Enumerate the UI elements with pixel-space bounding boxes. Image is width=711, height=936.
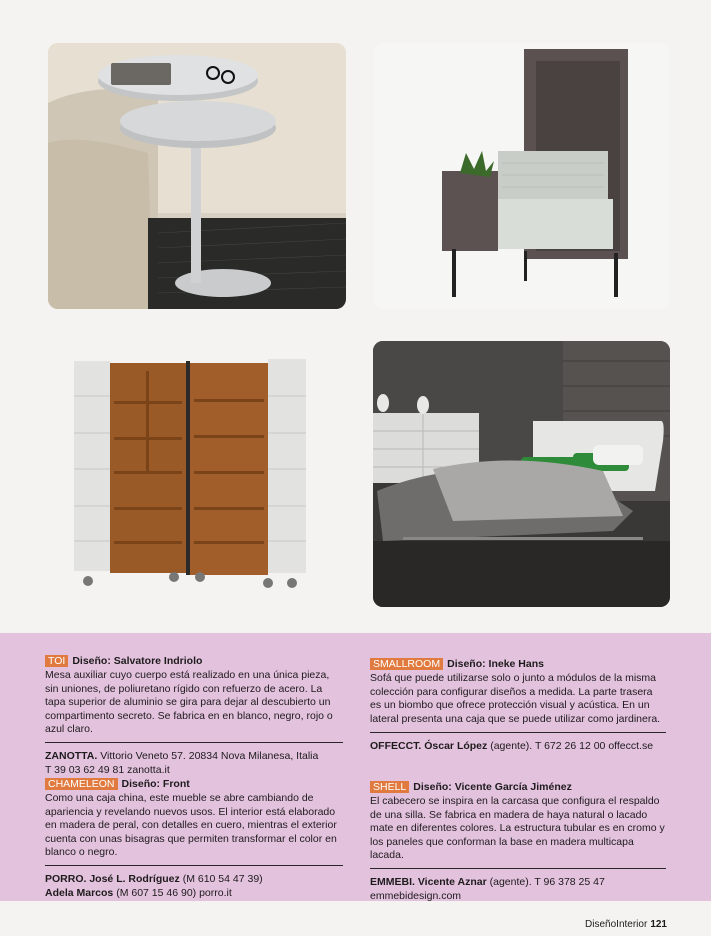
smallroom-entry: [370, 658, 666, 753]
smallroom-description: Sofá que puede utilizarse solo o junto a módulos de la misma colección para configurar diseños a medida. La parte trasera es un biombo que ofrece protección visual y acústica. En un lateral presenta una caja que se puede utilizar como jardinera.: [370, 672, 661, 725]
shell-company: EMMEBI. Vicente Aznar: [370, 876, 487, 889]
smallroom-photo: [374, 43, 670, 309]
toi-contact: [45, 750, 343, 777]
shell-divider: [370, 868, 666, 869]
chameleon-divider: [45, 865, 343, 866]
chameleon-entry: [45, 778, 343, 900]
chameleon-photo: [48, 341, 346, 607]
toi-divider: [45, 742, 343, 743]
chameleon-phone-web: (M 607 15 46 90) porro.it: [113, 886, 232, 899]
page-footer: [585, 919, 667, 930]
chameleon-name-tag: CHAMELEON: [45, 778, 118, 790]
toi-entry: [45, 655, 343, 777]
shell-phone: (agente). T 96 378 25 47: [486, 876, 605, 889]
chameleon-company: PORRO. José L. Rodríguez: [45, 873, 180, 886]
toi-designer: Diseño: Salvatore Indriolo: [72, 655, 203, 667]
toi-description: Mesa auxiliar cuyo cuerpo está realizado en una única pieza, sin uniones, de poliuretano rígido con refuerzo de acero. La tapa superior de aluminio se gira para dejar al descubierto un compartimento secreto. Se fabrica en en blanco, negro, rojo o azul claro.: [45, 669, 333, 736]
shell-website: emmebidesign.com: [370, 889, 462, 902]
chameleon-description: Como una caja china, este mueble se abre cambiando de apariencia y revelando nuevos usos. El interior está elaborado en madera de peral, con detalles en cuero, mientras el exterior cuenta con unas bisagras que permiten transformar el color en blanco o negro.: [45, 792, 337, 859]
chameleon-contact: [45, 873, 343, 900]
toi-name-tag: TOI: [45, 655, 68, 667]
smallroom-divider: [370, 732, 666, 733]
page-number: 121: [650, 919, 667, 930]
shell-name-tag: SHELL: [370, 781, 409, 793]
toi-company: ZANOTTA.: [45, 750, 98, 763]
magazine-name: DiseñoInterior: [585, 919, 648, 930]
chameleon-designer: Diseño: Front: [121, 778, 190, 790]
shell-photo: [373, 341, 670, 607]
smallroom-designer: Diseño: Ineke Hans: [447, 658, 544, 670]
smallroom-heading: [370, 658, 666, 671]
shell-description: El cabecero se inspira en la carcasa que configura el respaldo de una silla. Se fabrica en madera de haya natural o lacado mate en diferentes colores. La estructura tubular es en cromo y los paneles que conforman la base en madera multicapa lacada.: [370, 795, 665, 862]
smallroom-name-tag: SMALLROOM: [370, 658, 443, 670]
chameleon-heading: [45, 778, 343, 791]
shell-contact: [370, 876, 666, 903]
toi-photo: [48, 43, 346, 309]
toi-heading: [45, 655, 343, 668]
chameleon-phone: (M 610 54 47 39): [179, 873, 263, 886]
shell-heading: [370, 781, 666, 794]
smallroom-contact: [370, 740, 666, 753]
toi-address: Vittorio Veneto 57. 20834 Nova Milanesa, Italia: [97, 750, 319, 763]
toi-phone-web: T 39 03 62 49 81 zanotta.it: [45, 763, 170, 776]
shell-entry: [370, 781, 666, 903]
smallroom-company: OFFECCT. Óscar López: [370, 740, 488, 753]
shell-designer: Diseño: Vicente García Jiménez: [413, 781, 572, 793]
chameleon-contact2: Adela Marcos: [45, 886, 114, 899]
smallroom-phone-web: (agente). T 672 26 12 00 offecct.se: [487, 740, 654, 753]
